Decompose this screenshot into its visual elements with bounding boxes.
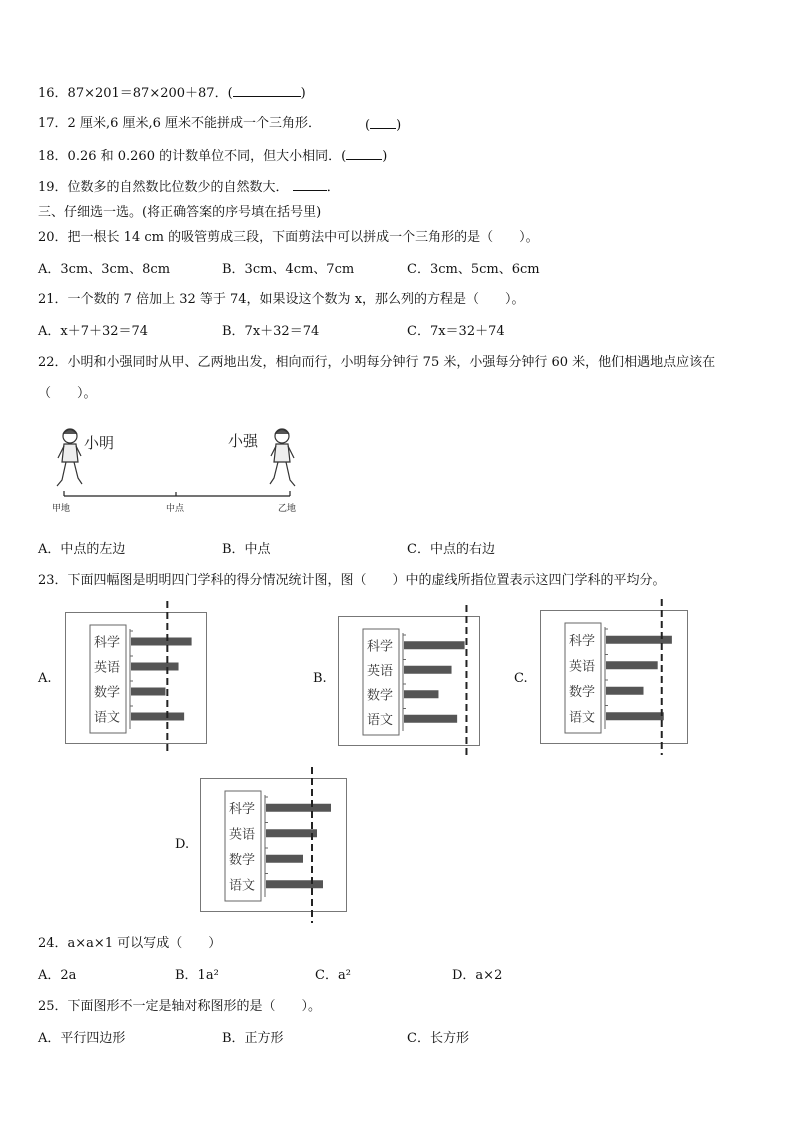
question-21-text: 21．一个数的 7 倍加上 32 等于 74，如果设这个数为 x，那么列的方程是（ ）。: [38, 292, 525, 307]
question-16: 16．87×201＝87×200＋87．( ): [38, 83, 306, 103]
question-23-text: 23．下面四幅图是明明四门学科的得分情况统计图，图（ ）中的虚线所指位置表示这四门学科的平均分。: [38, 573, 666, 588]
label-right: 乙地: [278, 504, 297, 514]
bar: [266, 855, 303, 863]
walking-figure-svg: [48, 422, 308, 517]
chart-option-label-a[interactable]: A.: [38, 671, 52, 686]
answer-blank[interactable]: [370, 115, 396, 129]
bar-chart-b[interactable]: [338, 616, 480, 746]
category-label: 数学: [94, 685, 121, 701]
category-label: 科学: [94, 635, 121, 651]
chart-option-label-b[interactable]: B.: [313, 671, 327, 686]
answer-blank[interactable]: [346, 146, 382, 160]
option-c[interactable]: C．a²: [315, 968, 351, 983]
category-label: 语文: [569, 710, 596, 726]
category-label: 英语: [367, 663, 394, 679]
bar: [131, 663, 179, 671]
question-18-text: 18．0.26 和 0.260 的计数单位不同，但大小相同．(: [38, 149, 347, 164]
person-right-icon: [270, 429, 295, 486]
option-c[interactable]: C．3cm、5cm、6cm: [407, 262, 540, 277]
option-b[interactable]: B．正方形: [222, 1031, 284, 1046]
bar: [266, 880, 323, 888]
question-20-text: 20．把一根长 14 cm 的吸管剪成三段，下面剪法中可以拼成一个三角形的是（ ）。: [38, 230, 539, 245]
question-17-text: 17．2 厘米,6 厘米,6 厘米不能拼成一个三角形．: [38, 116, 322, 131]
bar-chart-c[interactable]: [540, 610, 688, 744]
chart-option-label-d[interactable]: D.: [175, 837, 190, 852]
bar: [131, 713, 184, 721]
category-label: 科学: [229, 801, 256, 817]
question-24-text: 24．a×a×1 可以写成（ ）: [38, 936, 222, 951]
label-mid: 中点: [166, 504, 185, 514]
bar: [606, 712, 664, 720]
question-22-text: 22．小明和小强同时从甲、乙两地出发，相向而行，小明每分钟行 75 米，小强每分钟行 60 米，他们相遇地点应该在: [38, 355, 716, 370]
question-18: 18．0.26 和 0.260 的计数单位不同，但大小相同．( ): [38, 146, 387, 166]
bar: [606, 687, 644, 695]
category-label: 科学: [367, 639, 394, 655]
option-a[interactable]: A．x＋7＋32＝74: [38, 324, 149, 339]
option-c[interactable]: C．7x＝32＋74: [407, 324, 505, 339]
bar: [404, 666, 452, 674]
bar: [606, 661, 658, 669]
category-label: 语文: [229, 878, 256, 894]
option-a[interactable]: A．平行四边形: [38, 1031, 126, 1046]
option-b[interactable]: B．3cm、4cm、7cm: [222, 262, 355, 277]
bar: [131, 688, 165, 696]
chart-option-label-c[interactable]: C.: [514, 671, 528, 686]
option-a[interactable]: A．中点的左边: [38, 542, 126, 557]
option-c[interactable]: C．长方形: [407, 1031, 469, 1046]
question-17: [38, 115, 321, 133]
option-a[interactable]: A．2a: [38, 968, 77, 983]
option-b[interactable]: B．中点: [222, 542, 271, 557]
option-b[interactable]: B．7x＋32＝74: [222, 324, 320, 339]
category-label: 语文: [94, 710, 121, 726]
bar: [266, 804, 331, 812]
bar: [131, 638, 192, 646]
question-22-text-2: （ ）。: [38, 386, 97, 401]
category-label: 英语: [569, 659, 596, 675]
chart-svg: [339, 605, 479, 757]
category-label: 英语: [94, 660, 121, 676]
option-c[interactable]: C．中点的右边: [407, 542, 495, 557]
label-left: 甲地: [52, 504, 71, 514]
walking-figure: [48, 422, 308, 517]
person-left-icon: [57, 429, 82, 486]
question-16-text: 16．87×201＝87×200＋87．(: [38, 86, 233, 101]
bar: [404, 690, 438, 698]
chart-svg: [541, 599, 687, 755]
name-right: 小强: [228, 432, 259, 450]
question-19-text: 19．位数多的自然数比位数少的自然数大．: [38, 180, 289, 195]
bar: [404, 641, 465, 649]
chart-svg: [201, 767, 346, 923]
chart-svg: [66, 601, 206, 755]
name-left: 小明: [84, 434, 115, 452]
question-17-answer: ( ): [365, 115, 401, 135]
bar-chart-d[interactable]: [200, 778, 347, 912]
option-b[interactable]: B．1a²: [175, 968, 219, 983]
category-label: 数学: [367, 688, 394, 704]
bar: [404, 715, 457, 723]
category-label: 数学: [569, 684, 596, 700]
category-label: 语文: [367, 712, 394, 728]
bar-chart-a[interactable]: [65, 612, 207, 744]
option-d[interactable]: D．a×2: [452, 968, 503, 983]
answer-blank[interactable]: [293, 177, 327, 191]
section-heading: 三、仔细选一选。(将正确答案的序号填在括号里): [38, 205, 322, 220]
question-19: 19．位数多的自然数比位数少的自然数大． ．: [38, 177, 340, 197]
category-label: 科学: [569, 633, 596, 649]
category-label: 数学: [229, 852, 256, 868]
answer-blank[interactable]: [233, 83, 301, 97]
option-a[interactable]: A．3cm、3cm、8cm: [38, 262, 171, 277]
category-label: 英语: [229, 827, 256, 843]
question-25-text: 25．下面图形不一定是轴对称图形的是（ ）。: [38, 999, 322, 1014]
bar: [266, 829, 317, 837]
